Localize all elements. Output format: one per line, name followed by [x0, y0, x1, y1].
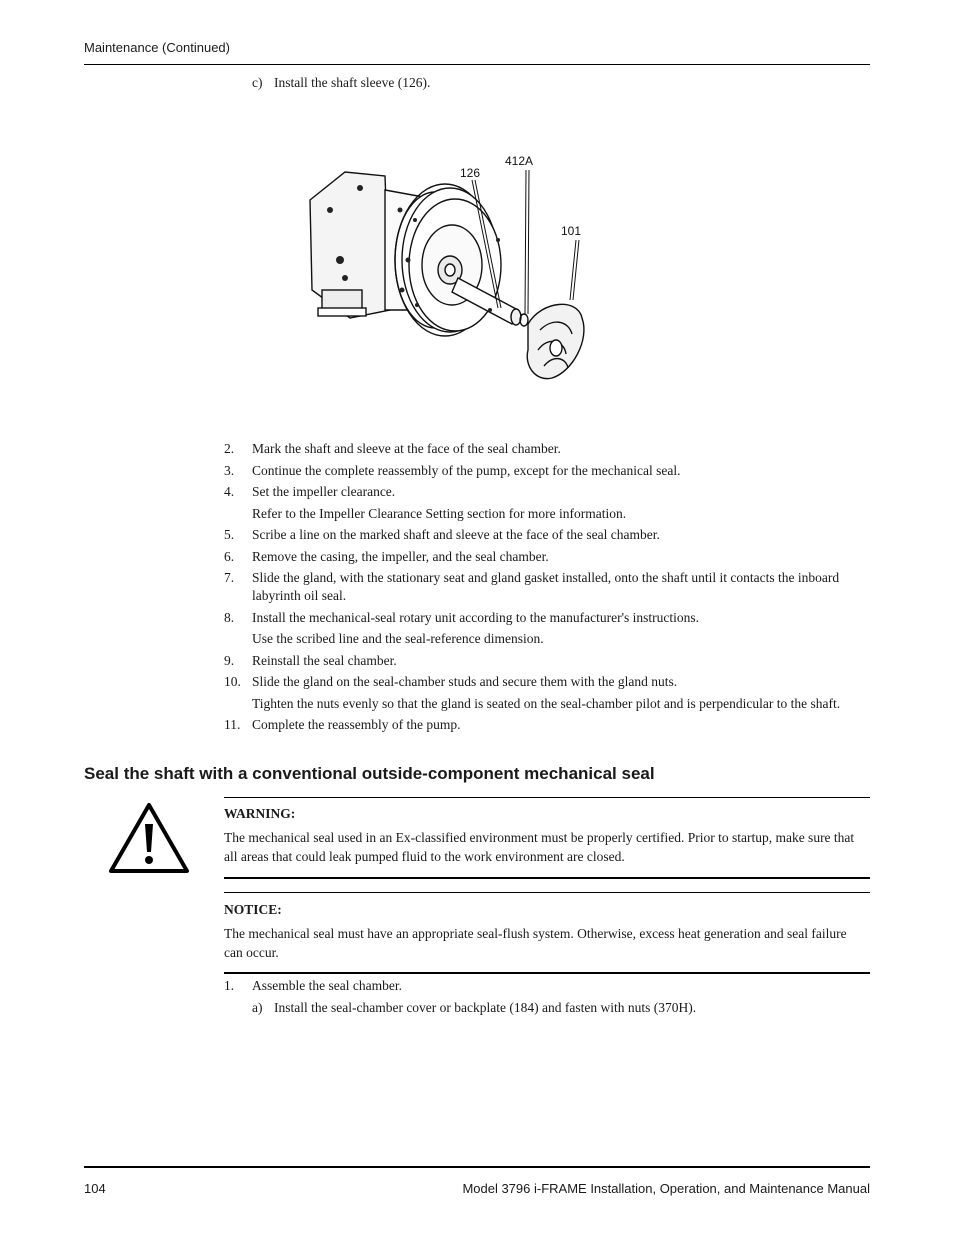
procedure-steps	[224, 440, 870, 738]
substep-a	[252, 1000, 696, 1016]
substep-a-tag: a)	[252, 1000, 263, 1015]
section-heading: Seal the shaft with a conventional outside-component mechanical seal	[84, 764, 655, 783]
callout-101: 101	[561, 224, 582, 238]
notice-label: NOTICE:	[224, 902, 282, 917]
warning-triangle-icon	[108, 802, 190, 874]
manual-title: Model 3796 i-FRAME Installation, Operation, and Maintenance Manual	[462, 1181, 870, 1196]
substep-c-tag: c)	[252, 75, 263, 90]
step-4-note: Refer to the Impeller Clearance Setting section for more information.	[252, 505, 627, 521]
substep-c	[252, 75, 430, 91]
step-5: 5. Scribe a line on the marked shaft and sleeve at the face of the seal chamber.	[224, 527, 660, 542]
step-3: 3. Continue the complete reassembly of the pump, except for the mechanical seal.	[224, 462, 681, 478]
step-4: 4. Set the impeller clearance.	[224, 484, 396, 499]
step-7: 7. Slide the gland, with the stationary seat and gland gasket installed, onto the shaft until it contacts the inboard labyrinth oil seal.	[224, 570, 840, 603]
callout-412a: 412A	[505, 154, 534, 168]
step-2: 2. Mark the shaft and sleeve at the face of the seal chamber.	[224, 441, 561, 456]
running-header: Maintenance (Continued)	[84, 40, 230, 55]
warning-text: The mechanical seal used in an Ex-classified environment must be properly certified. Prior to startup, make sure that all areas that could leak pumped fluid to the work environment are closed.	[224, 830, 855, 864]
page-number: 104	[84, 1181, 106, 1196]
footer-rule	[84, 1166, 870, 1168]
warning-label: WARNING:	[224, 806, 296, 821]
notice-block	[224, 902, 864, 962]
step-1: 1. Assemble the seal chamber.	[224, 978, 402, 993]
warning-top-rule	[224, 797, 870, 798]
notice-bottom-rule	[224, 972, 870, 974]
warning-bottom-rule	[224, 877, 870, 879]
callout-126: 126	[460, 166, 481, 180]
header-rule	[84, 64, 870, 65]
warning-block	[224, 806, 864, 866]
step-8: 8. Install the mechanical-seal rotary unit according to the manufacturer's instructions.	[224, 609, 700, 625]
step-8-note: Use the scribed line and the seal-reference dimension.	[252, 631, 544, 646]
notice-text: The mechanical seal must have an appropriate seal-flush system. Otherwise, excess heat generation and seal failure can occur.	[224, 926, 847, 960]
substep-c-text: Install the shaft sleeve (126).	[274, 75, 431, 90]
step-9: 9. Reinstall the seal chamber.	[224, 652, 397, 668]
pump-sleeve-illustration	[290, 140, 630, 400]
step-10-note: Tighten the nuts evenly so that the gland is seated on the seal-chamber pilot and is perpendicular to the shaft.	[252, 695, 841, 711]
step-6: 6. Remove the casing, the impeller, and the seal chamber.	[224, 548, 549, 564]
step-10: 10. Slide the gland on the seal-chamber studs and secure them with the gland nuts.	[224, 674, 678, 689]
substep-a-text: Install the seal-chamber cover or backplate (184) and fasten with nuts (370H).	[274, 1000, 697, 1015]
notice-top-rule	[224, 892, 870, 893]
step-11: 11. Complete the reassembly of the pump.	[224, 717, 461, 732]
assembly-steps	[224, 977, 870, 999]
